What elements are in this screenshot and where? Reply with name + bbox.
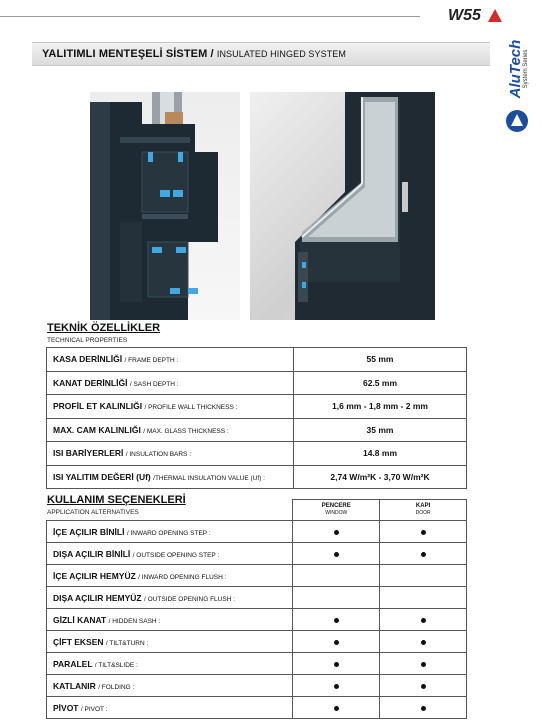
application-label-tr: PİVOT — [53, 702, 79, 713]
model-name: W55 — [448, 7, 481, 24]
page-title — [42, 48, 346, 60]
window-column-header — [293, 500, 380, 521]
application-label-en: / OUTSIDE OPENING STEP : — [132, 551, 220, 559]
bullet-icon — [421, 684, 426, 689]
bullet-icon — [421, 618, 426, 623]
application-label — [47, 675, 293, 697]
technical-row — [47, 348, 467, 372]
bullet-icon — [421, 706, 426, 711]
window-corner-image — [250, 92, 435, 320]
window-cell — [293, 565, 380, 587]
door-cell — [380, 675, 467, 697]
technical-label — [47, 371, 294, 395]
window-header-en: WINDOW — [325, 510, 348, 516]
door-header-en: DOOR — [415, 510, 431, 516]
technical-label-en: / SASH DEPTH : — [129, 380, 179, 388]
application-label-tr: GİZLİ KANAT — [53, 614, 107, 625]
technical-value: 55 mm — [294, 348, 467, 372]
technical-label-en: / PROFILE WALL THICKNESS : — [144, 404, 238, 412]
window-header-tr: PENCERE — [321, 503, 351, 509]
applications-table — [46, 499, 467, 719]
technical-label — [47, 465, 294, 489]
title-bar — [32, 42, 490, 66]
technical-row — [47, 465, 467, 489]
bullet-icon — [334, 706, 339, 711]
brand-name: AluTech — [507, 39, 524, 99]
applications-subtitle: APPLICATION ALTERNATIVES — [47, 509, 139, 516]
technical-label-tr: PROFİL ET KALINLIĞI — [53, 401, 143, 412]
technical-label-tr: KANAT DERİNLİĞİ — [53, 377, 128, 388]
application-label — [47, 587, 293, 609]
application-row — [47, 609, 467, 631]
brand-wordmark — [507, 19, 529, 119]
application-label-tr: DIŞA AÇILIR BİNİLİ — [53, 548, 131, 559]
technical-row — [47, 371, 467, 395]
application-row — [47, 675, 467, 697]
application-label-tr: ÇİFT EKSEN — [53, 636, 104, 647]
applications-header-row — [47, 500, 467, 521]
application-label-tr: İÇE AÇILIR BİNİLİ — [53, 526, 125, 537]
application-label — [47, 631, 293, 653]
application-label-en: / TILT&TURN : — [105, 639, 149, 647]
technical-label-tr: MAX. CAM KALINLIĞI — [53, 424, 141, 435]
technical-row — [47, 442, 467, 466]
application-label-tr: DIŞA AÇILIR HEMYÜZ — [53, 592, 142, 603]
window-cell — [293, 675, 380, 697]
brand-tagline: System Series — [523, 49, 529, 89]
technical-label — [47, 395, 294, 419]
brand-logo — [498, 20, 538, 130]
door-cell — [380, 543, 467, 565]
door-cell — [380, 565, 467, 587]
application-row — [47, 631, 467, 653]
application-label — [47, 609, 293, 631]
technical-value: 2,74 W/m²K - 3,70 W/m²K — [294, 465, 467, 489]
application-row — [47, 653, 467, 675]
technical-label-tr: ISI BARİYERLERİ — [53, 448, 124, 459]
application-label-en: / PIVOT : — [80, 705, 108, 713]
bullet-icon — [421, 530, 426, 535]
application-label-tr: İÇE AÇILIR HEMYÜZ — [53, 570, 136, 581]
door-cell — [380, 587, 467, 609]
bullet-icon — [334, 552, 339, 557]
door-cell — [380, 697, 467, 719]
window-cell — [293, 587, 380, 609]
window-cell — [293, 543, 380, 565]
window-cell — [293, 609, 380, 631]
application-label-en: / TILT&SLIDE : — [94, 661, 138, 669]
application-row — [47, 543, 467, 565]
door-cell — [380, 609, 467, 631]
technical-label-en: / MAX. GLASS THICKNESS : — [143, 427, 229, 435]
bullet-icon — [334, 640, 339, 645]
application-label — [47, 653, 293, 675]
technical-value: 62.5 mm — [294, 371, 467, 395]
bullet-icon — [334, 618, 339, 623]
bullet-icon — [421, 640, 426, 645]
technical-label-tr: ISI YALITIM DEĞERİ (Uf) — [53, 471, 151, 482]
technical-value: 1,6 mm - 1,8 mm - 2 mm — [294, 395, 467, 419]
window-cell — [293, 631, 380, 653]
profile-section-image — [90, 92, 240, 320]
technical-label-en: / INSULATION BARS : — [125, 451, 192, 459]
door-header-tr: KAPI — [415, 503, 431, 509]
window-cell — [293, 521, 380, 543]
bullet-icon — [334, 662, 339, 667]
technical-label-en: /THERMAL INSULATION VALUE (Uf) : — [153, 474, 265, 482]
technical-label — [47, 348, 294, 372]
bullet-icon — [334, 530, 339, 535]
application-row — [47, 587, 467, 609]
window-cell — [293, 653, 380, 675]
application-label-tr: PARALEL — [53, 658, 93, 669]
application-label-en: / FOLDING : — [98, 683, 135, 691]
bullet-icon — [421, 662, 426, 667]
bullet-icon — [421, 552, 426, 557]
door-column-header — [380, 500, 467, 521]
application-label — [47, 543, 293, 565]
technical-value: 35 mm — [294, 418, 467, 442]
header-blank-cell — [47, 500, 293, 521]
application-label-en: / INWARD OPENING FLUSH : — [138, 573, 227, 581]
application-label — [47, 565, 293, 587]
application-label — [47, 521, 293, 543]
technical-label — [47, 442, 294, 466]
application-row — [47, 521, 467, 543]
title-tr: YALITIMLI MENTEŞELİ SİSTEM — [42, 48, 208, 60]
application-label-en: / HIDDEN SASH : — [108, 617, 161, 625]
door-cell — [380, 521, 467, 543]
application-row — [47, 565, 467, 587]
window-cell — [293, 697, 380, 719]
technical-label — [47, 418, 294, 442]
application-label-tr: KATLANIR — [53, 680, 96, 691]
door-cell — [380, 653, 467, 675]
technical-row — [47, 395, 467, 419]
technical-label-tr: KASA DERİNLİĞİ — [53, 354, 123, 365]
application-row — [47, 697, 467, 719]
title-en: INSULATED HINGED SYSTEM — [216, 49, 346, 59]
technical-subtitle: TECHNICAL PROPERTIES — [47, 337, 128, 344]
technical-label-en: / FRAME DEPTH : — [124, 357, 179, 365]
bullet-icon — [334, 684, 339, 689]
technical-value: 14.8 mm — [294, 442, 467, 466]
header-rule — [0, 16, 420, 17]
technical-table — [46, 347, 467, 489]
door-cell — [380, 631, 467, 653]
technical-title: TEKNİK ÖZELLİKLER — [47, 322, 161, 334]
title-separator: / — [207, 48, 217, 60]
brand-emblem-icon — [506, 110, 528, 132]
application-label — [47, 697, 293, 719]
applications-title: KULLANIM SEÇENEKLERİ — [47, 494, 186, 506]
application-label-en: / OUTSIDE OPENING FLUSH : — [144, 595, 236, 603]
application-label-en: / INWARD OPENING STEP : — [126, 529, 211, 537]
technical-row — [47, 418, 467, 442]
